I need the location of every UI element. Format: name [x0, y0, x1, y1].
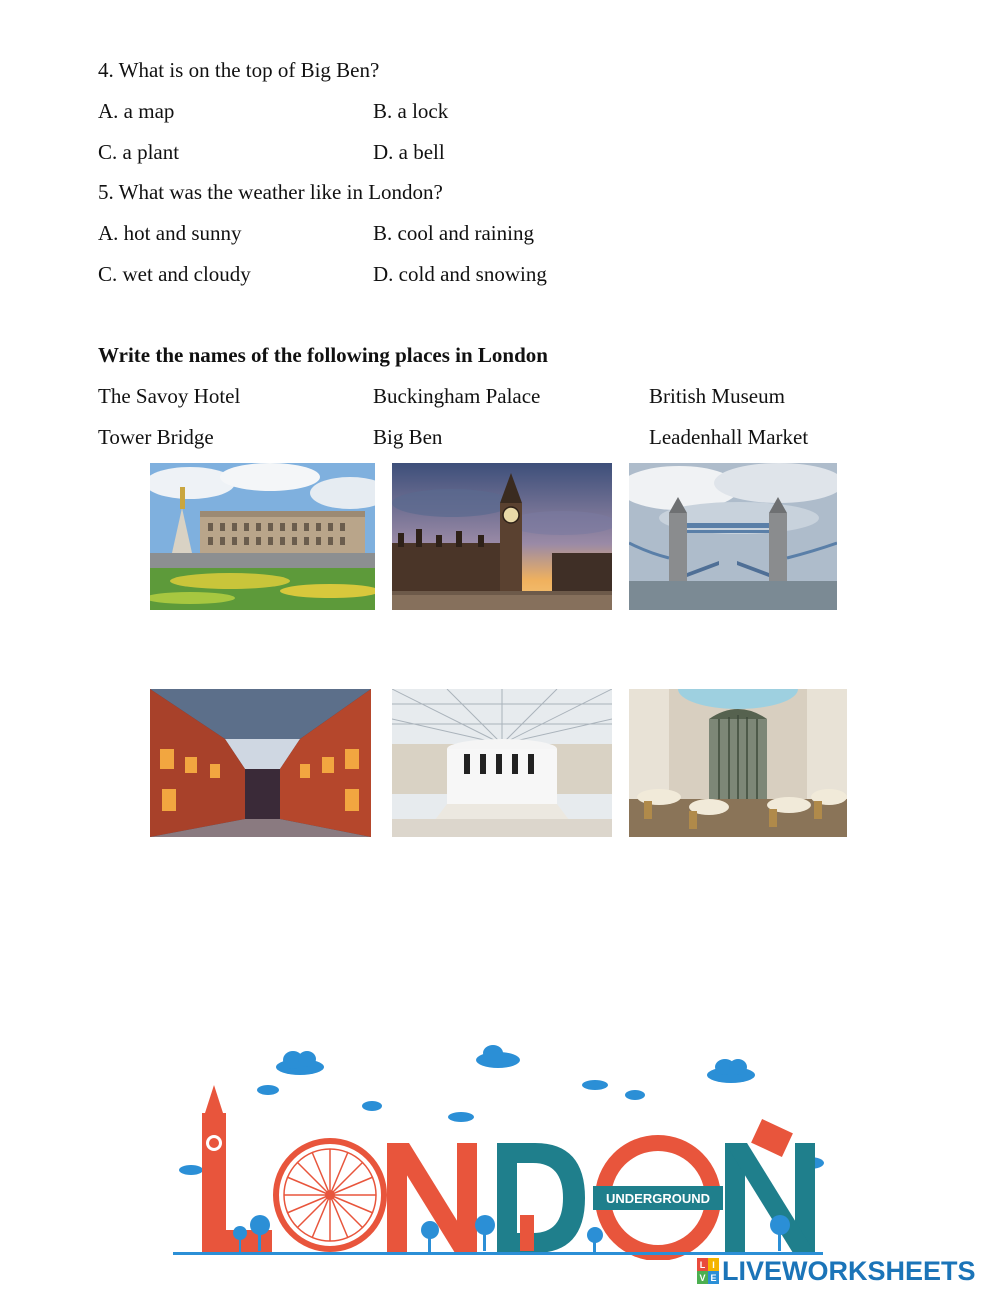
liveworksheets-text: LIVEWORKSHEETS — [722, 1255, 976, 1286]
tower-bridge-photo — [629, 463, 837, 610]
q4-option-a[interactable]: A. a map — [98, 99, 175, 123]
place-name-leadenhall-market[interactable]: Leadenhall Market — [649, 425, 809, 449]
q5-option-c[interactable]: C. wet and cloudy — [98, 262, 251, 286]
phone-box-icon — [520, 1215, 534, 1251]
q5-option-d[interactable]: D. cold and snowing — [373, 262, 547, 286]
place-name-british-museum[interactable]: British Museum — [649, 384, 785, 408]
q5-option-b[interactable]: B. cool and raining — [373, 221, 534, 245]
question-4-text: 4. What is on the top of Big Ben? — [98, 58, 380, 82]
q4-option-d[interactable]: D. a bell — [373, 140, 445, 164]
section-heading: Write the names of the following places in London — [98, 343, 548, 367]
place-name-tower-bridge[interactable]: Tower Bridge — [98, 425, 214, 449]
buckingham-palace-photo — [150, 463, 375, 610]
london-logo — [165, 1045, 835, 1260]
question-5-text: 5. What was the weather like in London? — [98, 180, 443, 204]
liveworksheets-watermark[interactable] — [697, 1256, 976, 1286]
svg-text:V: V — [699, 1273, 706, 1283]
letter-n-teal — [725, 1143, 815, 1253]
place-name-big-ben[interactable]: Big Ben — [373, 425, 443, 449]
underground-sign-text: UNDERGROUND — [606, 1191, 710, 1206]
big-ben-photo — [392, 463, 612, 610]
british-museum-photo — [392, 689, 612, 837]
q4-option-c[interactable]: C. a plant — [98, 140, 180, 164]
savoy-hotel-photo — [629, 689, 847, 837]
bus-icon — [751, 1119, 793, 1157]
place-name-buckingham-palace[interactable]: Buckingham Palace — [373, 384, 541, 408]
london-eye-icon — [276, 1141, 384, 1249]
liveworksheets-logo-icon — [697, 1258, 719, 1284]
letter-d — [497, 1143, 585, 1253]
q5-option-a[interactable]: A. hot and sunny — [98, 221, 242, 245]
place-name-savoy-hotel[interactable]: The Savoy Hotel — [98, 384, 241, 408]
q4-option-b[interactable]: B. a lock — [373, 99, 449, 123]
svg-text:E: E — [710, 1273, 717, 1283]
svg-text:I: I — [712, 1260, 715, 1270]
svg-text:L: L — [699, 1260, 706, 1270]
underground-roundel — [593, 1143, 723, 1253]
leadenhall-market-photo — [150, 689, 371, 837]
